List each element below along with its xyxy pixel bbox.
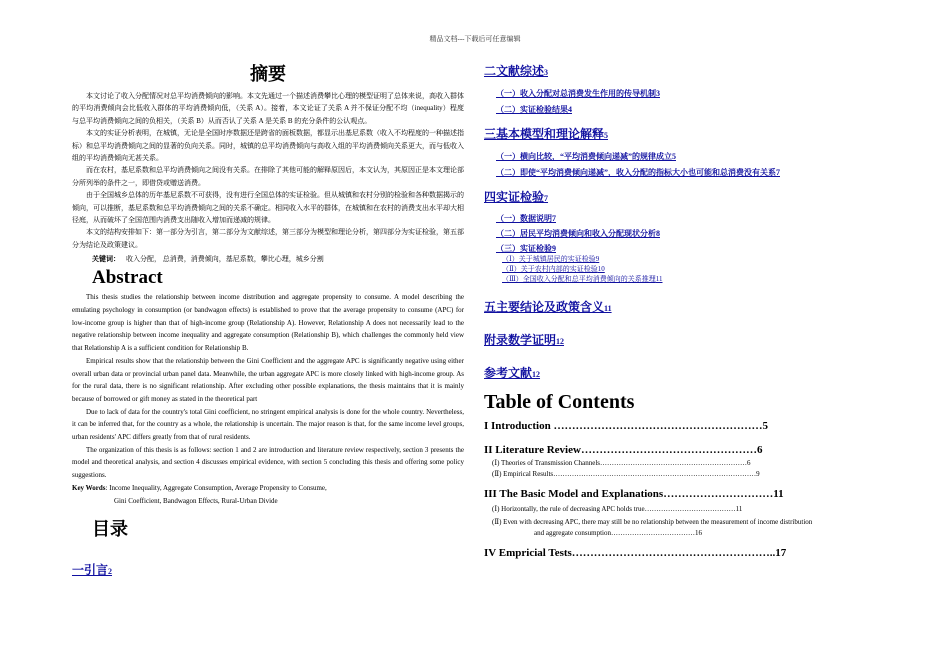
toc-entry-model[interactable] [484, 125, 904, 142]
toc-entry-label[interactable]: 附录数学证明 [484, 333, 557, 347]
keywords-en [72, 482, 464, 507]
toc-entry-label[interactable]: （二）居民平均消费倾向和收入分配现状分析 [496, 229, 656, 238]
page-header: 精品文档---下载后可任意编辑 [429, 35, 521, 43]
toc-entry-label[interactable]: （Ⅰ）关于城镇居民的实证检验 [502, 255, 596, 263]
toc-entry-label[interactable]: （一）数据说明 [496, 214, 552, 223]
toc-sub-entry[interactable] [484, 228, 904, 239]
keywords-cn-label: 关键词： [92, 255, 120, 264]
toc-sub-entry[interactable] [484, 104, 904, 115]
toc-entry-label[interactable]: （Ⅲ）全国收入分配和总平均消费倾向的关系推理 [502, 275, 656, 283]
toc-entry-label[interactable]: 五主要结论及政策含义 [484, 300, 605, 314]
toc-entry-page[interactable]: 9 [552, 244, 556, 253]
toc-entry-page[interactable]: 11 [655, 275, 663, 283]
abstract-en-paragraph: Due to lack of data for the country's total Gini coefficient, no stringent empirical analysis is done for the whole country. Nevertheless, it can be inferred that, for the country as a whole, the relationship is uncertain. The major reason is that, for the same income level groups, urban residents' APC differs greatly from that of rural residents. [72, 407, 464, 442]
toc-en-entry[interactable]: II Literature Review…………………………………………6 [484, 444, 763, 456]
toc-en-sub-entry[interactable] [484, 517, 904, 539]
toc-entry-label[interactable]: （二）即使“平均消费倾向递减”，收入分配的指标大小也可能和总消费没有关系 [496, 168, 776, 177]
toc-entry-empirical[interactable] [484, 188, 904, 205]
abstract-en-paragraph: Empirical results show that the relationship between the Gini Coefficient and the aggregate APC is significantly negative using either overall urban data or provincial urban panel data. Meanwhile, the urban aggregate APC is more closely linked with high-income group. As for the rural data, there is no significant relationship. After excluding other possible explanations, the thesis maintains that it is mainly because of borrowed or gift money as stated in the theoretical part [72, 356, 464, 403]
toc-entry-page[interactable]: 7 [552, 214, 556, 223]
toc-subsub-entry[interactable] [484, 274, 904, 284]
toc-entry-label[interactable]: （二）实证检验结果 [496, 105, 568, 114]
abstract-en-paragraph: This thesis studies the relationship between income distribution and aggregate propensity to consume. A model describing the emulating psychology in consumption (or bandwagon effects) is established to prove that the average propensity to consume (APC) for low-income group is higher than that of high-income group (Relationship A). However, Relationship A does not necessarily lead to the negative relationship between income inequality and aggregate consumption (Relationship B), which challenges the commonly held view that Relationship A is a sufficient condition for Relationship B. [72, 293, 464, 353]
toc-en-sub-entry-line1[interactable]: (Ⅱ) Even with decreasing APC, there may still be no relationship between the measurement of income distribution [492, 518, 813, 526]
toc-entry-page[interactable]: 10 [597, 265, 605, 273]
toc-entry-page[interactable]: 5 [604, 131, 609, 140]
keywords-en-label: Key Words [72, 483, 106, 492]
toc-entry-page[interactable]: 5 [672, 152, 676, 161]
toc-entry-page[interactable]: 3 [544, 68, 549, 77]
toc-subsub-entry[interactable] [484, 254, 904, 264]
toc-sub-entry[interactable] [484, 88, 904, 99]
toc-entry-page[interactable]: 8 [656, 229, 660, 238]
toc-entry-appendix[interactable] [484, 331, 904, 348]
toc-entry-label[interactable]: 三基本模型和理论解释 [484, 127, 605, 141]
toc-entry-label[interactable]: 四实证检验 [484, 190, 545, 204]
abstract-en-paragraph: The organization of this thesis is as follows: section 1 and 2 are introduction and literature review respectively, section 3 presents the model and theoretical analysis, and section 4 discusses empirical evidence, with section 5 concluding this thesis and offering some policy suggestions. [72, 445, 464, 480]
toc-entry-conclusion[interactable] [484, 298, 904, 315]
toc-entry-page[interactable]: 7 [776, 168, 780, 177]
abstract-cn-paragraph: 本文的实证分析表明，在城镇，无论是全国时序数据还是跨省的面板数据，都显示出基尼系数（收入不均程度的一种描述指标）和总平均消费倾向之间的显著的负向关系。同时，城镇的总平均消费倾向与高收入组的平均消费倾向关系更大，而与低收入组的平均消费倾向无甚关系。 [72, 129, 464, 163]
toc-entry-label[interactable]: 一引言 [72, 563, 109, 578]
toc-entry-label[interactable]: （三）实证检验 [496, 244, 552, 253]
toc-en-sub-entry[interactable]: (Ⅰ) Theories of Transmission Channels………………………………………………………6 [492, 459, 751, 467]
keywords-en-line2: Gini Coefficient, Bandwagon Effects, Rural-Urban Divide [114, 496, 278, 505]
toc-entry-page[interactable]: 11 [604, 304, 612, 313]
toc-en-entry[interactable]: III The Basic Model and Explanations…………………………11 [484, 488, 784, 500]
toc-sub-entry[interactable] [484, 151, 904, 162]
abstract-en-title: Abstract [92, 267, 163, 289]
toc-entry-label[interactable]: 二文献综述 [484, 64, 545, 78]
toc-en-sub-entry-line2[interactable]: and aggregate consumption………………………………16 [534, 529, 702, 537]
keywords-cn-text: 收入分配， 总消费，消费倾向，基尼系数，攀比心理，城乡分割 [126, 255, 324, 264]
toc-en-sub-entry[interactable]: (Ⅱ) Empirical Results……………………………………………………………………………9 [492, 470, 760, 478]
left-column [72, 60, 464, 578]
toc-sub-entry[interactable] [484, 167, 904, 178]
toc-entry-page[interactable]: 12 [556, 337, 565, 346]
toc-entry-references[interactable] [484, 364, 904, 381]
toc-cn-title: 目录 [92, 519, 128, 540]
toc-sub-entry[interactable] [484, 213, 904, 224]
toc-en-sub-entry[interactable]: (Ⅰ) Horizontally, the rule of decreasing APC holds true…………………………………11 [492, 505, 743, 513]
toc-entry-label[interactable]: （Ⅱ）关于农村内部的实证检验 [502, 265, 598, 273]
toc-entry-label[interactable]: 参考文献 [484, 366, 533, 380]
toc-entry-literature[interactable] [484, 62, 904, 79]
abstract-cn-paragraph: 而在农村，基尼系数和总平均消费倾向之间没有关系。在排除了其他可能的解释原因后，本文认为，其原因正是本文理论部分所列举的条件之一，即借贷或赠送消费。 [72, 166, 464, 187]
toc-subsub-entry[interactable] [484, 264, 904, 274]
toc-entry-page[interactable]: 2 [108, 567, 113, 577]
abstract-cn-paragraph: 本文讨论了收入分配情况对总平均消费倾向的影响。本文先通过一个描述消费攀比心理的模型证明了总体来说，高收入群体的平均消费倾向会比低收入群体的平均消费倾向低，（关系 A）。接着，本文论证了关系 A 并不保证分配不均（inequality）程度与总平均消费倾向之间的负相关，（关系 B）从而否认了关系 A 是关系 B 的充分条件的公认观点。 [72, 92, 464, 125]
keywords-en-line1: : Income Inequality, Aggregate Consumption, Average Propensity to Consume, [105, 483, 327, 492]
toc-en-entry[interactable]: I Introduction …………………………………………………5 [484, 420, 768, 432]
toc-sub-entry[interactable] [484, 243, 904, 254]
toc-entry-page[interactable]: 7 [544, 194, 549, 203]
toc-entry-label[interactable]: （一）收入分配对总消费发生作用的传导机制 [496, 89, 656, 98]
abstract-cn-paragraph: 本文的结构安排如下：第一部分为引言，第二部分为文献综述，第三部分为模型和理论分析，第四部分为实证检验，第五部分为结论及政策建议。 [72, 228, 464, 249]
toc-entry-page[interactable]: 3 [656, 89, 660, 98]
keywords-cn [72, 253, 464, 265]
toc-en-entry[interactable]: IV Empricial Tests………………………………………………..17 [484, 547, 787, 559]
toc-entry-page[interactable]: 4 [568, 105, 572, 114]
right-column [484, 62, 904, 559]
toc-entry-label[interactable]: （一）横向比较，“平均消费倾向递减”的规律成立 [496, 152, 672, 161]
toc-entry-page[interactable]: 9 [595, 255, 600, 263]
toc-entry-introduction[interactable] [72, 561, 464, 578]
toc-entry-page[interactable]: 12 [532, 370, 541, 379]
toc-en-title: Table of Contents [484, 391, 635, 413]
abstract-cn-paragraph: 由于全国城乡总体的历年基尼系数不可获得，没有进行全国总体的实证检验。但从城镇和农村分别的检验和各种数据揭示的倾向，可以推断，基尼系数和总平均消费倾向之间的关系不确定。相同收入水平的群体，在城镇和在农村的消费支出水平却大相径庭，从而破坏了全国范围内消费支出随收入增加而递减的规律。 [72, 191, 464, 225]
abstract-cn-title: 摘要 [250, 64, 286, 84]
